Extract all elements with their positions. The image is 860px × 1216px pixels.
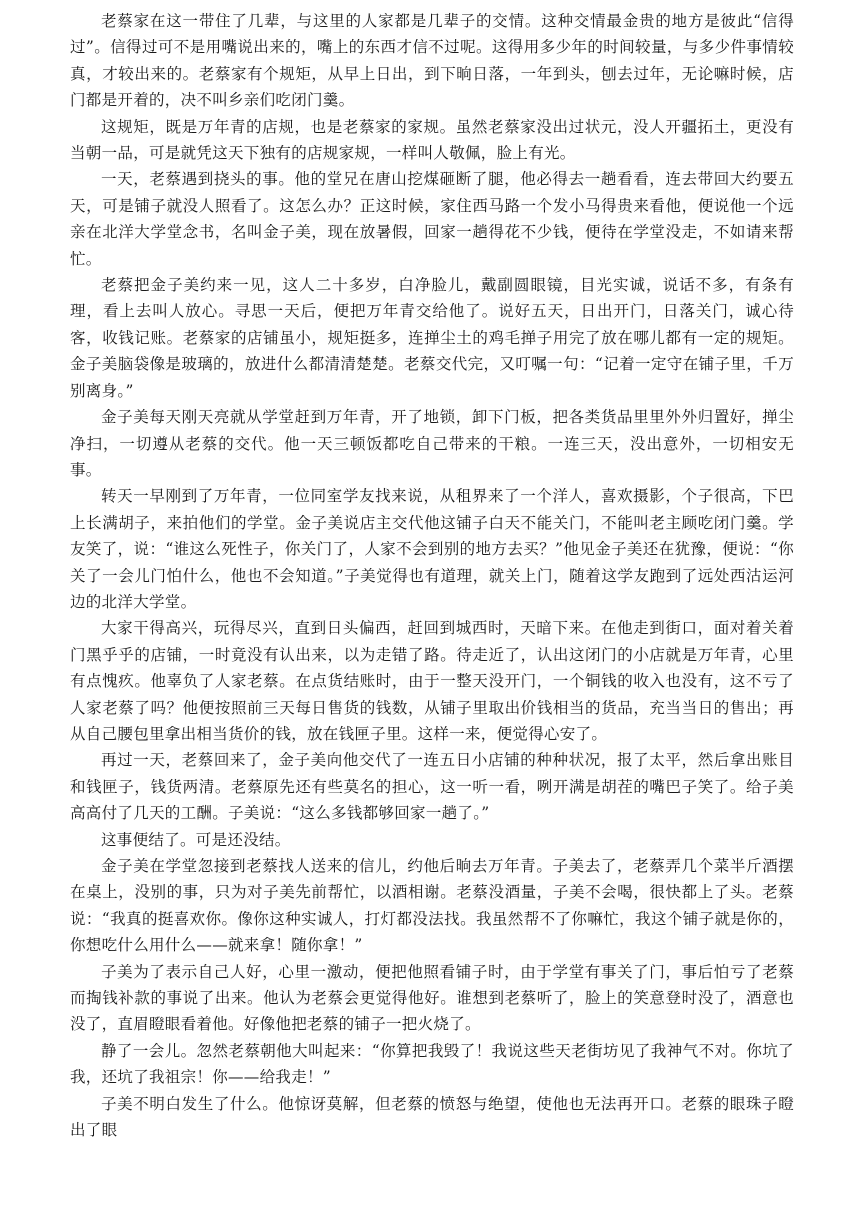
paragraph: 大家干得高兴，玩得尽兴，直到日头偏西，赶回到城西时，天暗下来。在他走到街口，面对着关着门黑乎乎的店铺，一时竟没有认出来，以为走错了路。待走近了，认出这闭门的小店就是万年青，心里有点愧疚。他辜负了人家老蔡。在点货结账时，由于一整天没开门，一个铜钱的收入也没有，这不亏了人家老蔡了吗？他便按照前三天每日售货的钱数，从铺子里取出价钱相当的货品，充当当日的售出；再从自己腰包里拿出相当货价的钱，放在钱匣子里。这样一来，便觉得心安了。 xyxy=(70,619,794,743)
paragraph: 转天一早刚到了万年青，一位同室学友找来说，从租界来了一个洋人，喜欢摄影，个子很高，下巴上长满胡子，来拍他们的学堂。金子美说店主交代他这铺子白天不能关门，不能叫老主顾吃闭门羹。学友笑了，说：“谁这么死性子，你关门了，人家不会到别的地方去买？”他见金子美还在犹豫，便说：“你关了一会儿门怕什么，他也不会知道。”子美觉得也有道理，就关上门，随着这学友跑到了远处西沽运河边的北洋大学堂。 xyxy=(70,487,794,611)
paragraph: 再过一天，老蔡回来了，金子美向他交代了一连五日小店铺的种种状况，报了太平，然后拿出账目和钱匣子，钱货两清。老蔡原先还有些莫名的担心，这一听一看，咧开满是胡茬的嘴巴子笑了。给子美高高付了几天的工酬。子美说：“这么多钱都够回家一趟了。” xyxy=(70,751,794,823)
paragraph: 一天，老蔡遇到挠头的事。他的堂兄在唐山挖煤砸断了腿，他必得去一趟看看，连去带回大约要五天，可是铺子就没人照看了。这怎么办？正这时候，家住西马路一个发小马得贵来看他，便说他一个远亲在北洋大学堂念书，名叫金子美，现在放暑假，回家一趟得花不少钱，便待在学堂没走，不如请来帮忙。 xyxy=(70,170,794,268)
paragraph: 老蔡家在这一带住了几辈，与这里的人家都是几辈子的交情。这种交情最金贵的地方是彼此“信得过”。信得过可不是用嘴说出来的，嘴上的东西才信不过呢。这得用多少年的时间较量，与多少件事情较真，才较出来的。老蔡家有个规矩，从早上日出，到下晌日落，一年到头，刨去过年，无论嘛时候，店门都是开着的，决不叫乡亲们吃闭门羹。 xyxy=(70,12,794,110)
paragraph: 金子美在学堂忽接到老蔡找人送来的信儿，约他后晌去万年青。子美去了，老蔡弄几个菜半斤酒摆在桌上，没别的事，只为对子美先前帮忙，以酒相谢。老蔡没酒量，子美不会喝，很快都上了头。老蔡说：“我真的挺喜欢你。像你这种实诚人，打灯都没法找。我虽然帮不了你嘛忙，我这个铺子就是你的，你想吃什么用什么——就来拿！随你拿！” xyxy=(70,857,794,955)
document-body xyxy=(70,8,794,1143)
paragraph: 这规矩，既是万年青的店规，也是老蔡家的家规。虽然老蔡家没出过状元，没人开疆拓土，更没有当朝一品，可是就凭这天下独有的店规家规，一样叫人敬佩，脸上有光。 xyxy=(70,117,794,163)
paragraph: 金子美每天刚天亮就从学堂赶到万年青，开了地锁，卸下门板，把各类货品里里外外归置好，掸尘净扫，一切遵从老蔡的交代。他一天三顿饭都吃自己带来的干粮。一连三天，没出意外，一切相安无事。 xyxy=(70,408,794,479)
paragraph: 老蔡把金子美约来一见，这人二十多岁，白净脸儿，戴副圆眼镜，目光实诚，说话不多，有条有理，看上去叫人放心。寻思一天后，便把万年青交给他了。说好五天，日出开门，日落关门，诚心待客，收钱记账。老蔡家的店铺虽小，规矩挺多，连掸尘土的鸡毛掸子用完了放在哪儿都有一定的规矩。金子美脑袋像是玻璃的，放进什么都清清楚楚。老蔡交代完，又叮嘱一句：“记着一定守在铺子里，千万别离身。” xyxy=(70,276,794,400)
paragraph: 子美为了表示自己人好，心里一激动，便把他照看铺子时，由于学堂有事关了门，事后怕亏了老蔡而掏钱补款的事说了出来。他认为老蔡会更觉得他好。谁想到老蔡听了，脸上的笑意登时没了，酒意也没了，直眉瞪眼看着他。好像他把老蔡的铺子一把火烧了。 xyxy=(70,962,794,1034)
paragraph: 子美不明白发生了什么。他惊讶莫解，但老蔡的愤怒与绝望，使他也无法再开口。老蔡的眼珠子瞪出了眼 xyxy=(70,1094,794,1140)
paragraph: 这事便结了。可是还没结。 xyxy=(101,830,291,849)
paragraph: 静了一会儿。忽然老蔡朝他大叫起来：“你算把我毁了！我说这些天老街坊见了我神气不对。你坑了我，还坑了我祖宗！你——给我走！” xyxy=(70,1041,794,1087)
